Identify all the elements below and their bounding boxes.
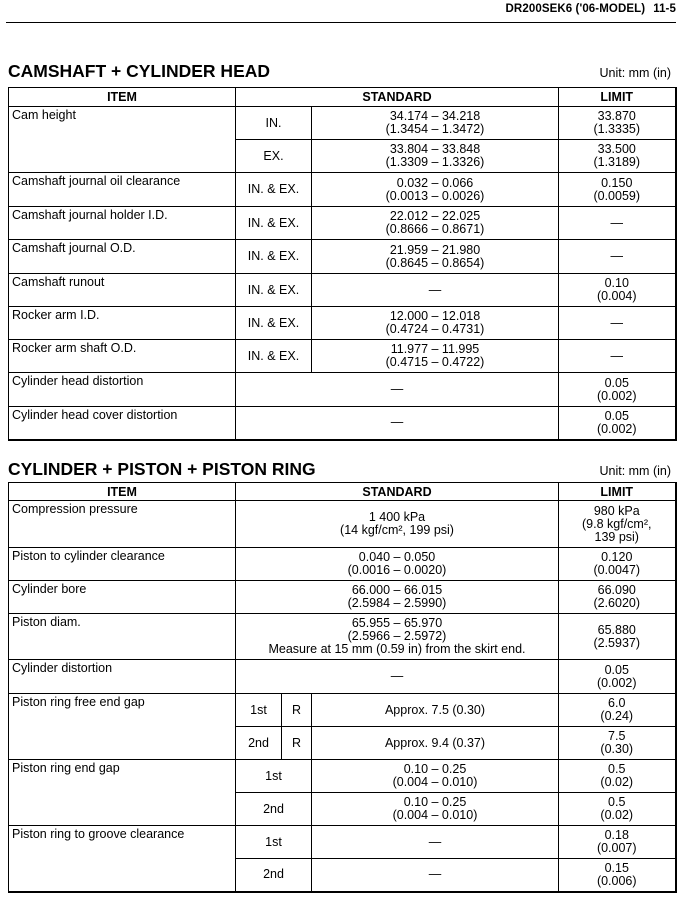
- type-cell: IN. & EX.: [236, 240, 312, 274]
- type-cell: EX.: [236, 140, 312, 173]
- standard-cell: 0.10 – 0.25 (0.004 – 0.010): [312, 760, 559, 793]
- table-row: [9, 173, 676, 207]
- standard-cell: 34.174 – 34.218 (1.3454 – 1.3472): [312, 107, 559, 140]
- limit-cell: 0.05 (0.002): [559, 407, 676, 440]
- table-row: [9, 614, 676, 660]
- model-label: DR200SEK6 ('06-MODEL): [505, 3, 646, 15]
- table-row: [9, 240, 676, 274]
- limit-cell: —: [559, 307, 676, 340]
- limit-cell: 33.870 (1.3335): [559, 107, 676, 140]
- table-row: [9, 107, 676, 140]
- type-cell: IN. & EX.: [236, 274, 312, 307]
- item-label: Piston ring to groove clearance: [9, 826, 236, 892]
- limit-cell: —: [559, 207, 676, 240]
- type-cell: IN. & EX.: [236, 340, 312, 373]
- table-row: [9, 340, 676, 373]
- ring-cell: 1st: [236, 760, 312, 793]
- limit-cell: 0.5 (0.02): [559, 760, 676, 793]
- cylinder-spec-table: [8, 482, 677, 893]
- standard-cell: 22.012 – 22.025 (0.8666 – 0.8671): [312, 207, 559, 240]
- table-row: [9, 407, 676, 440]
- table-row: [9, 307, 676, 340]
- item-label: Camshaft runout: [9, 274, 236, 307]
- limit-cell: 33.500 (1.3189): [559, 140, 676, 173]
- ring-cell: 2nd: [236, 859, 312, 892]
- standard-cell: 0.040 – 0.050 (0.0016 – 0.0020): [236, 548, 559, 581]
- limit-cell: 0.5 (0.02): [559, 793, 676, 826]
- ring-cell: 1st: [236, 826, 312, 859]
- type-cell: IN. & EX.: [236, 207, 312, 240]
- table-row: [9, 694, 676, 727]
- col-limit: LIMIT: [559, 483, 676, 501]
- limit-cell: 0.120 (0.0047): [559, 548, 676, 581]
- standard-cell: —: [312, 826, 559, 859]
- camshaft-spec-table: [8, 87, 677, 441]
- table-row: [9, 207, 676, 240]
- item-label: Compression pressure: [9, 501, 236, 548]
- limit-cell: 65.880 (2.5937): [559, 614, 676, 660]
- table-row: [9, 660, 676, 694]
- standard-cell: 12.000 – 12.018 (0.4724 – 0.4731): [312, 307, 559, 340]
- unit-label: Unit: mm (in): [599, 66, 671, 80]
- mark-cell: R: [282, 694, 312, 727]
- limit-cell: 980 kPa (9.8 kgf/cm², 139 psi): [559, 501, 676, 548]
- table-row: [9, 548, 676, 581]
- table-row: [9, 274, 676, 307]
- table-row: [9, 826, 676, 859]
- limit-cell: 0.15 (0.006): [559, 859, 676, 892]
- limit-cell: —: [559, 340, 676, 373]
- item-label: Cylinder distortion: [9, 660, 236, 694]
- limit-cell: 0.10 (0.004): [559, 274, 676, 307]
- standard-cell: 21.959 – 21.980 (0.8645 – 0.8654): [312, 240, 559, 274]
- limit-cell: 6.0 (0.24): [559, 694, 676, 727]
- ring-cell: 2nd: [236, 727, 282, 760]
- header-rule: [6, 22, 676, 23]
- item-label: Piston to cylinder clearance: [9, 548, 236, 581]
- standard-cell: Approx. 7.5 (0.30): [312, 694, 559, 727]
- ring-cell: 1st: [236, 694, 282, 727]
- col-standard: STANDARD: [236, 88, 559, 107]
- item-label: Piston diam.: [9, 614, 236, 660]
- limit-cell: 0.18 (0.007): [559, 826, 676, 859]
- limit-cell: 66.090 (2.6020): [559, 581, 676, 614]
- type-cell: IN. & EX.: [236, 173, 312, 207]
- item-label: Piston ring free end gap: [9, 694, 236, 760]
- item-label: Rocker arm shaft O.D.: [9, 340, 236, 373]
- standard-cell: 66.000 – 66.015 (2.5984 – 2.5990): [236, 581, 559, 614]
- col-item: ITEM: [9, 88, 236, 107]
- limit-cell: 0.150 (0.0059): [559, 173, 676, 207]
- standard-cell: 11.977 – 11.995 (0.4715 – 0.4722): [312, 340, 559, 373]
- limit-cell: 0.05 (0.002): [559, 373, 676, 407]
- standard-cell: Approx. 9.4 (0.37): [312, 727, 559, 760]
- limit-cell: —: [559, 240, 676, 274]
- item-label: Rocker arm I.D.: [9, 307, 236, 340]
- standard-cell: —: [312, 274, 559, 307]
- standard-cell: 1 400 kPa (14 kgf/cm², 199 psi): [236, 501, 559, 548]
- page-number: 11-5: [653, 3, 676, 15]
- table-row: [9, 501, 676, 548]
- standard-cell: —: [312, 859, 559, 892]
- standard-cell: 65.955 – 65.970 (2.5966 – 2.5972) Measure at 15 mm (0.59 in) from the skirt end.: [236, 614, 559, 660]
- item-label: Camshaft journal O.D.: [9, 240, 236, 274]
- limit-cell: 0.05 (0.002): [559, 660, 676, 694]
- unit-label: Unit: mm (in): [599, 464, 671, 478]
- ring-cell: 2nd: [236, 793, 312, 826]
- standard-cell: 0.032 – 0.066 (0.0013 – 0.0026): [312, 173, 559, 207]
- type-cell: IN.: [236, 107, 312, 140]
- standard-cell: —: [236, 660, 559, 694]
- standard-cell: 33.804 – 33.848 (1.3309 – 1.3326): [312, 140, 559, 173]
- item-label: Cylinder head distortion: [9, 373, 236, 407]
- col-limit: LIMIT: [559, 88, 676, 107]
- mark-cell: R: [282, 727, 312, 760]
- table-row: [9, 373, 676, 407]
- item-label: Cylinder bore: [9, 581, 236, 614]
- item-label: Cam height: [9, 107, 236, 173]
- limit-cell: 7.5 (0.30): [559, 727, 676, 760]
- item-label: Piston ring end gap: [9, 760, 236, 826]
- type-cell: IN. & EX.: [236, 307, 312, 340]
- standard-cell: —: [236, 407, 559, 440]
- col-standard: STANDARD: [236, 483, 559, 501]
- col-item: ITEM: [9, 483, 236, 501]
- section-title-cylinder: CYLINDER + PISTON + PISTON RING: [8, 459, 316, 479]
- page-header: [506, 3, 676, 15]
- table-row: [9, 760, 676, 793]
- item-label: Cylinder head cover distortion: [9, 407, 236, 440]
- standard-cell: 0.10 – 0.25 (0.004 – 0.010): [312, 793, 559, 826]
- table-row: [9, 581, 676, 614]
- item-label: Camshaft journal oil clearance: [9, 173, 236, 207]
- standard-cell: —: [236, 373, 559, 407]
- item-label: Camshaft journal holder I.D.: [9, 207, 236, 240]
- section-title-camshaft: CAMSHAFT + CYLINDER HEAD: [8, 61, 271, 81]
